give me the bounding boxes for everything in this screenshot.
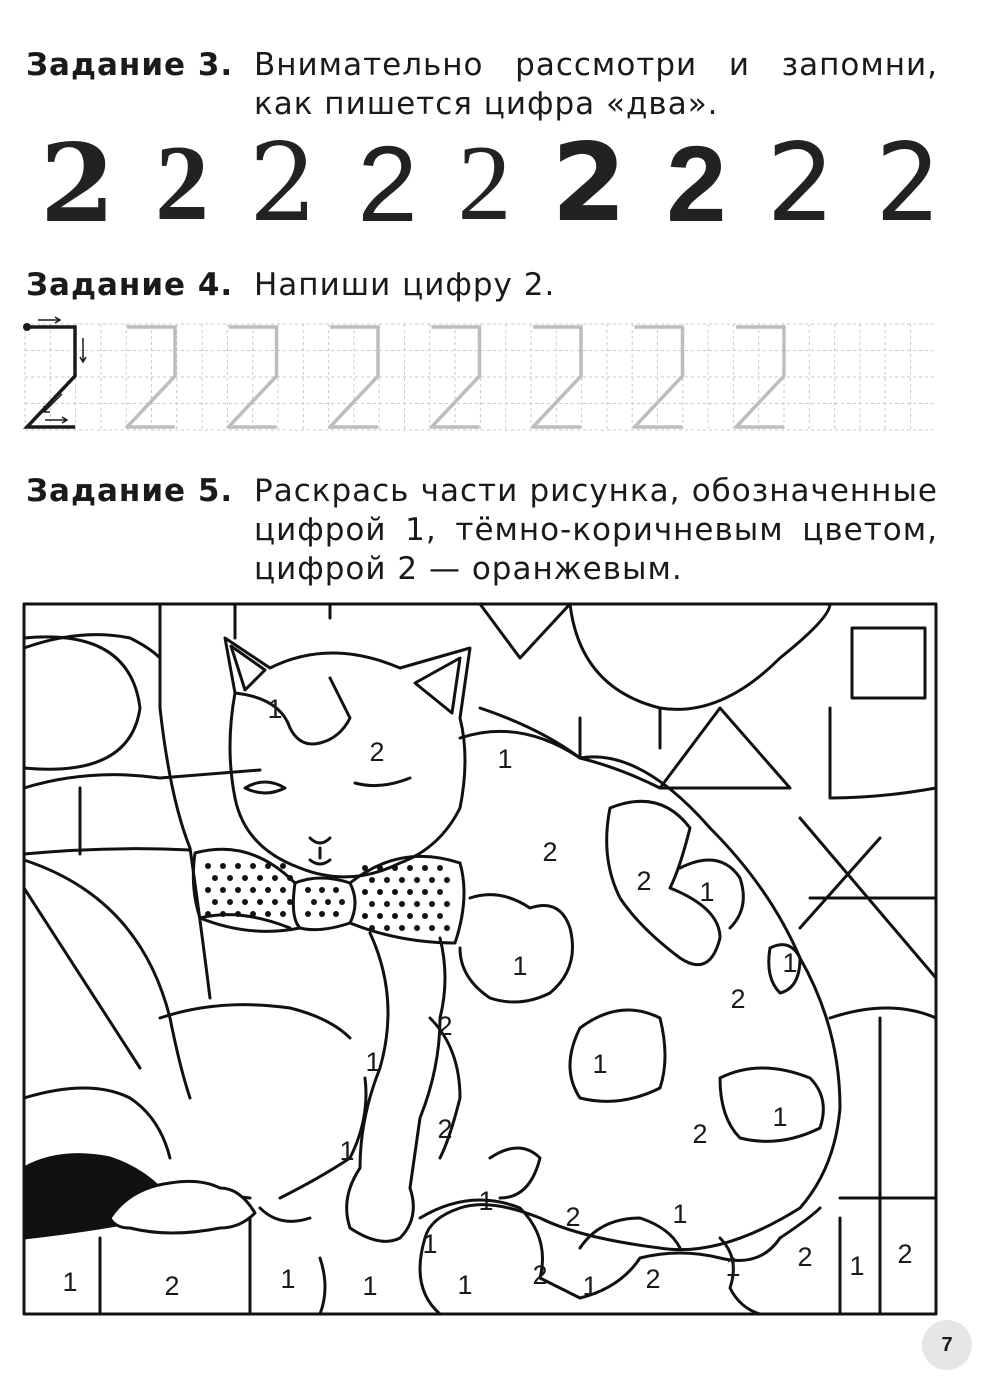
- bow-dot: [429, 925, 435, 931]
- region-number: 1: [457, 1270, 473, 1300]
- region-number: 2: [645, 1264, 661, 1294]
- bow-dot: [384, 901, 390, 907]
- writing-grid: [0, 310, 1000, 440]
- bow-dot: [399, 901, 405, 907]
- cat-nose: [310, 838, 330, 864]
- task-4: [26, 266, 938, 306]
- bow-dot: [422, 913, 428, 919]
- bow-dot: [287, 899, 293, 905]
- bow-dot: [287, 875, 293, 881]
- bow-dot: [377, 865, 383, 871]
- bg-line: [160, 604, 235, 638]
- digit-samples: [40, 121, 940, 247]
- region-number: 1: [497, 744, 513, 774]
- bg-line: [570, 604, 830, 709]
- bg-line: [330, 604, 570, 658]
- region-number: 1: [62, 1267, 78, 1297]
- bow-dot: [407, 889, 413, 895]
- region-number: 2: [532, 1260, 548, 1290]
- bow-dot: [429, 901, 435, 907]
- bow-dot: [392, 865, 398, 871]
- bow-dot: [319, 887, 325, 893]
- digit-sample: 2: [766, 121, 836, 246]
- bow-dot: [235, 911, 241, 917]
- bow-dot: [429, 877, 435, 883]
- cat-tail-tip: [490, 1148, 540, 1198]
- region-number: 2: [369, 737, 385, 767]
- region-number: 1: [512, 951, 528, 981]
- region-number: 1: [582, 1271, 598, 1301]
- region-number: 1: [362, 1271, 378, 1301]
- bg-line: [660, 708, 790, 788]
- cat-ear: [415, 658, 460, 713]
- arrow-icon: [45, 417, 67, 423]
- bow-dot: [369, 877, 375, 883]
- digit-sample: 2: [248, 121, 318, 246]
- bow-dot: [437, 889, 443, 895]
- bow-dot: [220, 911, 226, 917]
- task-3-label: Задание 3.: [26, 47, 234, 83]
- bow-dot: [362, 865, 368, 871]
- region-number: 2: [542, 837, 558, 867]
- digit-sample: 2: [155, 124, 210, 243]
- bow-dot: [235, 863, 241, 869]
- arrow-icon: [38, 317, 60, 323]
- bow-dot: [444, 901, 450, 907]
- cat-back: [420, 731, 840, 1314]
- bow-dot: [325, 899, 331, 905]
- bow-dot: [319, 911, 325, 917]
- task-4-text: Напиши цифру 2.: [254, 267, 556, 303]
- bow-dot: [205, 911, 211, 917]
- region-number: 1: [280, 1264, 296, 1294]
- bow-dot: [272, 899, 278, 905]
- digit-sample: 2: [457, 124, 512, 243]
- region-number: 2: [437, 1011, 453, 1041]
- bow-dot: [280, 911, 286, 917]
- region-number: 2: [692, 1119, 708, 1149]
- bow-dot: [384, 877, 390, 883]
- bow-dot: [305, 887, 311, 893]
- bg-line: [160, 604, 210, 998]
- bow-dot: [362, 913, 368, 919]
- bow-dot: [227, 899, 233, 905]
- bg-half-circle: [24, 637, 140, 769]
- example-digit: [23, 317, 86, 427]
- digit-sample: 2: [874, 121, 940, 246]
- bow-dot: [414, 901, 420, 907]
- bow-dot: [392, 889, 398, 895]
- bow-dots: [205, 863, 450, 931]
- bow-dot: [257, 899, 263, 905]
- region-number: 1: [422, 1229, 438, 1259]
- bow-dot: [250, 863, 256, 869]
- bow-dot: [265, 911, 271, 917]
- bow-dot: [220, 887, 226, 893]
- bow-dot: [250, 911, 256, 917]
- bg-line: [24, 860, 190, 1098]
- task-5-label: Задание 5.: [26, 473, 234, 509]
- bg-square: [852, 628, 925, 698]
- bow-dot: [362, 889, 368, 895]
- cat-paw: [260, 1208, 310, 1221]
- coloring-picture: [20, 598, 940, 1320]
- digit-sample: 2: [357, 123, 418, 244]
- bow-dot: [414, 877, 420, 883]
- bow-dot: [305, 911, 311, 917]
- region-number: 2: [730, 984, 746, 1014]
- bow-knot: [295, 878, 355, 930]
- region-number: 1: [365, 1047, 381, 1077]
- bg-line: [160, 1005, 350, 1038]
- bow-dot: [414, 925, 420, 931]
- bow-dot: [265, 863, 271, 869]
- region-number: 1: [672, 1199, 688, 1229]
- arrow-icon: [44, 394, 62, 412]
- bow-dot: [280, 887, 286, 893]
- task-4-label: Задание 4.: [26, 267, 234, 303]
- region-number: 2: [797, 1242, 813, 1272]
- bow-dot: [437, 865, 443, 871]
- bow-dot: [250, 887, 256, 893]
- bow-dot: [444, 925, 450, 931]
- bow-dot: [220, 863, 226, 869]
- bow-dot: [280, 863, 286, 869]
- bow-dot: [339, 899, 345, 905]
- cat-eye-closed: [355, 778, 410, 786]
- region-number: 1: [339, 1136, 355, 1166]
- bg-line: [580, 718, 660, 788]
- region-number: 2: [636, 866, 652, 896]
- cat-patch: [460, 895, 573, 1002]
- bow-dot: [377, 889, 383, 895]
- region-number: 1: [782, 948, 798, 978]
- bg-line: [24, 1088, 170, 1158]
- page-number: 7: [922, 1320, 972, 1370]
- region-number: 2: [437, 1114, 453, 1144]
- bow-dot: [422, 889, 428, 895]
- task-5-text: Раскрась части рисунка, обозначенные цифрой 1, тёмно-коричневым цветом, цифрой 2 — оранжевым.: [254, 473, 938, 587]
- bow-dot: [205, 863, 211, 869]
- bow-dot: [407, 913, 413, 919]
- region-number: 1: [478, 1186, 494, 1216]
- bow-dot: [369, 925, 375, 931]
- bow-dot: [333, 911, 339, 917]
- bow-dot: [311, 899, 317, 905]
- bow-dot: [444, 877, 450, 883]
- bow-dot: [235, 887, 241, 893]
- bow-dot: [422, 865, 428, 871]
- digit-sample: 2: [666, 123, 727, 244]
- bow-dot: [377, 913, 383, 919]
- region-number: 1: [772, 1102, 788, 1132]
- region-number: 2: [897, 1239, 913, 1269]
- bow-dot: [407, 865, 413, 871]
- bow-dot: [265, 887, 271, 893]
- bow-dot: [212, 875, 218, 881]
- bow-dot: [272, 875, 278, 881]
- region-number: 2: [565, 1202, 581, 1232]
- task-5: [26, 472, 938, 592]
- bg-line: [800, 818, 936, 978]
- bow-dot: [437, 913, 443, 919]
- bg-line: [24, 849, 190, 854]
- region-number: 1: [267, 694, 283, 724]
- region-number: 1: [849, 1251, 865, 1281]
- bow-dot: [384, 925, 390, 931]
- bow-dot: [399, 925, 405, 931]
- cat-front-leg: [347, 933, 445, 1241]
- bow-dot: [212, 899, 218, 905]
- region-number: 2: [164, 1271, 180, 1301]
- region-number: 1: [725, 1252, 741, 1282]
- bow-dot: [392, 913, 398, 919]
- cat-patch: [235, 678, 350, 744]
- bg-line: [830, 708, 936, 798]
- bow-dot: [333, 887, 339, 893]
- region-number: 1: [699, 877, 715, 907]
- bow-dot: [257, 875, 263, 881]
- bow-dot: [399, 877, 405, 883]
- bg-line: [24, 888, 140, 1068]
- bow-dot: [227, 875, 233, 881]
- bow-dot: [242, 899, 248, 905]
- bow-dot: [242, 875, 248, 881]
- region-number: 1: [592, 1049, 608, 1079]
- bg-line: [24, 770, 260, 788]
- task-3-text: Внимательно рассмотри и запомни, как пишется цифра «два».: [254, 47, 938, 122]
- start-dot: [23, 323, 31, 331]
- bg-line: [830, 1008, 936, 1198]
- digit-sample: 2: [551, 121, 627, 246]
- bow-dot: [205, 887, 211, 893]
- cat-patch: [570, 1010, 665, 1101]
- cat-eye: [245, 782, 285, 793]
- digit-sample: 2: [40, 121, 116, 247]
- bow-dot: [369, 901, 375, 907]
- task-3: [26, 46, 938, 126]
